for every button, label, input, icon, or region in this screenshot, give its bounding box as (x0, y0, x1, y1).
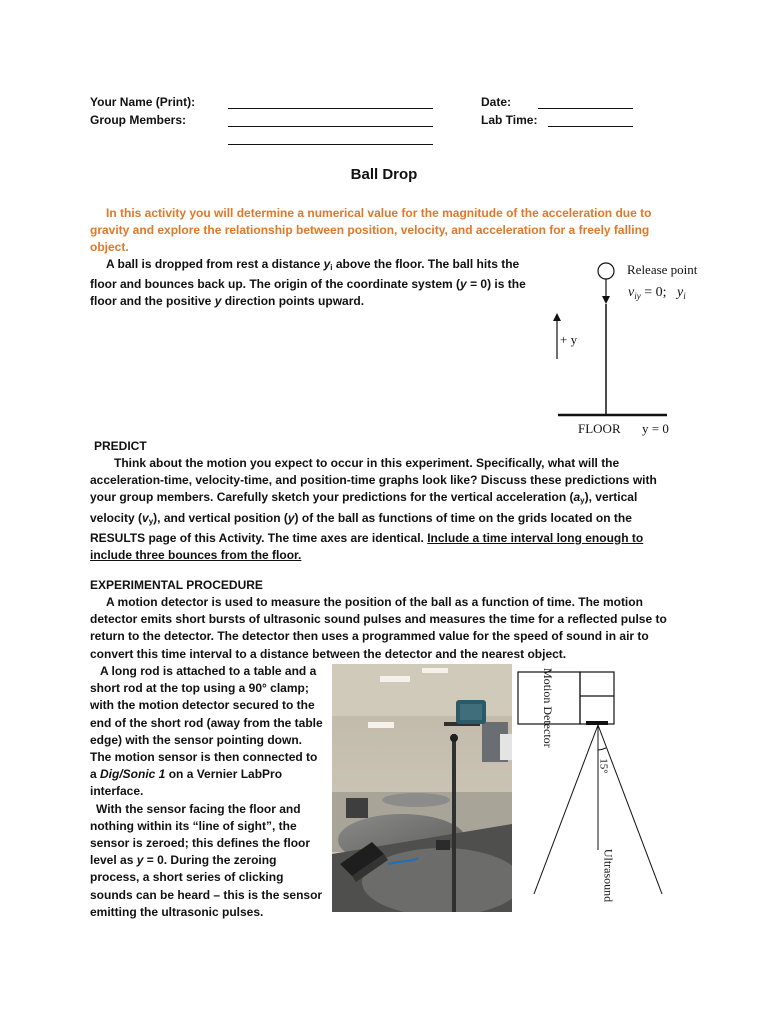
plus-y-label: + y (560, 332, 578, 347)
predict-part-3: ), vertical velocity ( (90, 490, 638, 525)
group-line-1[interactable] (228, 126, 433, 127)
floor-label: FLOOR (578, 421, 621, 436)
predict-part-5: ) of the ball as functions of time on the grids located on the RESULTS page of this Activity (90, 510, 632, 545)
description-part-4: direction points upward. (221, 294, 365, 309)
predict-heading: PREDICT (94, 439, 147, 453)
name-line[interactable] (228, 108, 433, 109)
description-part-1: A ball is dropped from rest a distance (106, 257, 324, 271)
ay-var: a (573, 490, 581, 505)
page-title: Ball Drop (350, 166, 418, 183)
p3-part-a: With the sensor facing the floor and nothing within its “line of sight”, the sensor is zeroed; this defines the floor level as (90, 801, 311, 868)
group-line-2[interactable] (228, 144, 433, 145)
procedure-paragraph-2 (90, 663, 326, 921)
yi-label-sub: i (683, 291, 686, 301)
viy-rest: = 0; (640, 285, 667, 300)
p3-y-var: y (136, 853, 144, 868)
predict-part-6: . The time axes are identical. (261, 530, 428, 545)
release-point-label: Release point (627, 262, 698, 277)
p2-part-b: on a Vernier LabPro interface. (90, 767, 283, 799)
detector-body (580, 672, 614, 724)
sensor-face (586, 721, 608, 725)
description-part-3: = 0) is the floor and the positive (90, 277, 526, 309)
yi-sub: i (330, 263, 333, 272)
y0-label: y = 0 (642, 421, 669, 436)
predict-part-4: ), and vertical position ( (153, 510, 288, 525)
viy-equation (628, 285, 686, 301)
lab-setup-photo (332, 664, 512, 912)
procedure-heading: EXPERIMENTAL PROCEDURE (90, 578, 263, 592)
group-label: Group Members: (90, 113, 187, 127)
predict-part-1: Think about the motion you expect to occur in this experiment. Specifically, what will the acceleration-time, velocity-time, and position-time graphs look like? (90, 456, 620, 488)
y-pos-var: y (287, 510, 295, 525)
description-part-2: above the floor. The ball hits the floor and bounces back up. The origin of the coordinate system ( (90, 257, 520, 292)
vy-sub: y (148, 516, 154, 526)
viy-sub: iy (634, 291, 641, 301)
detector-label: Motion Detector (541, 668, 555, 748)
p2-part-a: A long rod is attached to a table and a short rod at the top using a 90° clamp; with the motion detector secured to the end of the short rod (away from the table edge) with the sensor pointing down. The motion sensor is then connected to a (90, 664, 323, 782)
viy-var: v (628, 285, 635, 300)
y-eq-var: y (460, 277, 467, 292)
predict-part-7: Include a time interval long enough to include three bounces from the floor. (90, 530, 644, 563)
angle-label: 15° (597, 758, 610, 774)
date-label: Date: (481, 95, 512, 109)
predict-part-2: Discuss these predictions with your group members. Carefully sketch your predictions for the vertical acceleration ( (90, 473, 657, 505)
yi-label: y (677, 285, 684, 300)
plus-y-arrowhead (553, 313, 561, 321)
name-label: Your Name (Print): (90, 95, 196, 109)
labtime-label: Lab Time: (481, 113, 538, 127)
angle-arc (598, 748, 606, 750)
beam-left (534, 725, 598, 894)
description-text (90, 256, 530, 311)
procedure-paragraph-1: A motion detector is used to measure the position of the ball as a function of time. The motion detector emits short bursts of ultrasonic sound pulses and measures the time for a reflected pulse to return to the detector. The detector then uses a programmed value for the speed of sound in air to convert this time interval to a distance between the detector and the nearest object. (90, 595, 667, 661)
intro-text: In this activity you will determine a numerical value for the magnitude of the acceleration due to gravity and explore the relationship between position, velocity, and acceleration for a freely falling object. (90, 206, 652, 255)
labtime-line[interactable] (548, 126, 633, 127)
vy-var: v (142, 510, 149, 525)
ay-sub: y (580, 496, 585, 506)
date-line[interactable] (538, 108, 633, 109)
device-name: Dig/Sonic 1 (100, 767, 166, 782)
predict-text (90, 455, 682, 564)
procedure-p3 (90, 801, 326, 921)
yi-var: y (323, 257, 331, 271)
ball-icon (598, 263, 614, 279)
ball-drop-diagram (540, 255, 690, 445)
ultrasound-label: Ultrasound (601, 848, 616, 903)
procedure-p2 (90, 663, 326, 801)
p3-part-b: = 0. During the zeroing process, a short series of clicking sounds can be heard – this is the sensor emitting the ultrasonic pulses. (90, 853, 323, 919)
y-dir-var: y (214, 294, 222, 309)
motion-detector-diagram (516, 666, 676, 916)
drop-arrowhead (602, 296, 610, 304)
